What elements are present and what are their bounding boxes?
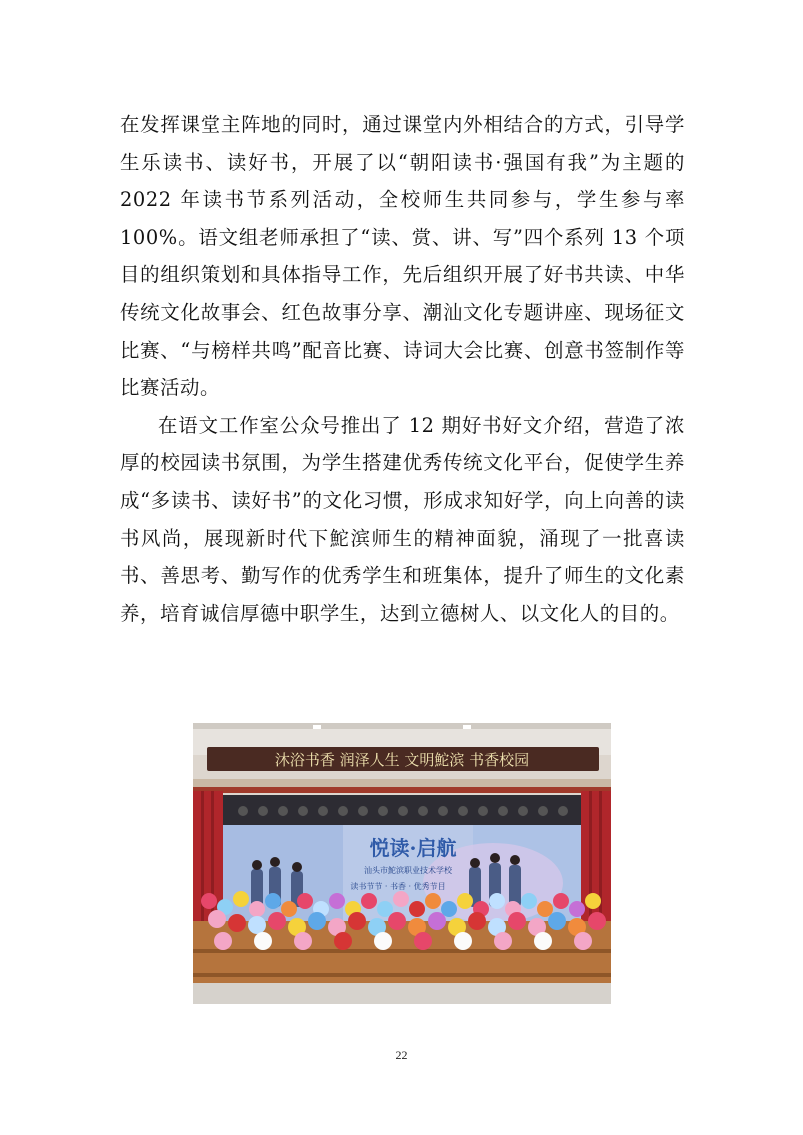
photo-floor — [193, 983, 611, 1004]
page-number: 22 — [395, 1048, 408, 1062]
backdrop-title: 悦读·启航 — [369, 836, 457, 860]
event-photo — [193, 723, 611, 1004]
paragraph-2: 在语文工作室公众号推出了 12 期好书好文介绍，营造了浓厚的校园读书氛围，为学生搭建优秀传统文化平台，促使学生养成“多读书、读好书”的文化习惯，形成求知好学，向上向善的读书风尚，展现新时代下鮀滨师生的精神面貌，涌现了一批喜读书、善思考、勤写作的优秀学生和班集体，提升了师生的文化素养，培育诚信厚德中职学生，达到立德树人、以文化人的目的。 — [120, 413, 685, 625]
paragraph-1: 在发挥课堂主阵地的同时，通过课堂内外相结合的方式，引导学生乐读书、读好书，开展了以“朝阳读书·强国有我”为主题的 2022 年读书节系列活动，全校师生共同参与，学生参与率 100%。语文组老师承担了“读、赏、讲、写”四个系列 13 个项目的组织策划和具体指导工作，先后组织开展了好书共读、中华传统文化故事会、红色故事分享、潮汕文化专题讲座、现场征文比赛、“与榜样共鸣”配音比赛、诗词大会比赛、创意书签制作等比赛活动。 — [120, 113, 685, 400]
backdrop-school: 汕头市鮀滨职业技术学校 — [364, 866, 452, 875]
backdrop-subtitle: 读书节节 · 书香 · 优秀节目 — [350, 882, 446, 891]
body-text — [120, 106, 685, 632]
photo-banner-text: 沐浴书香 润泽人生 文明鮀滨 书香校园 — [274, 751, 530, 769]
